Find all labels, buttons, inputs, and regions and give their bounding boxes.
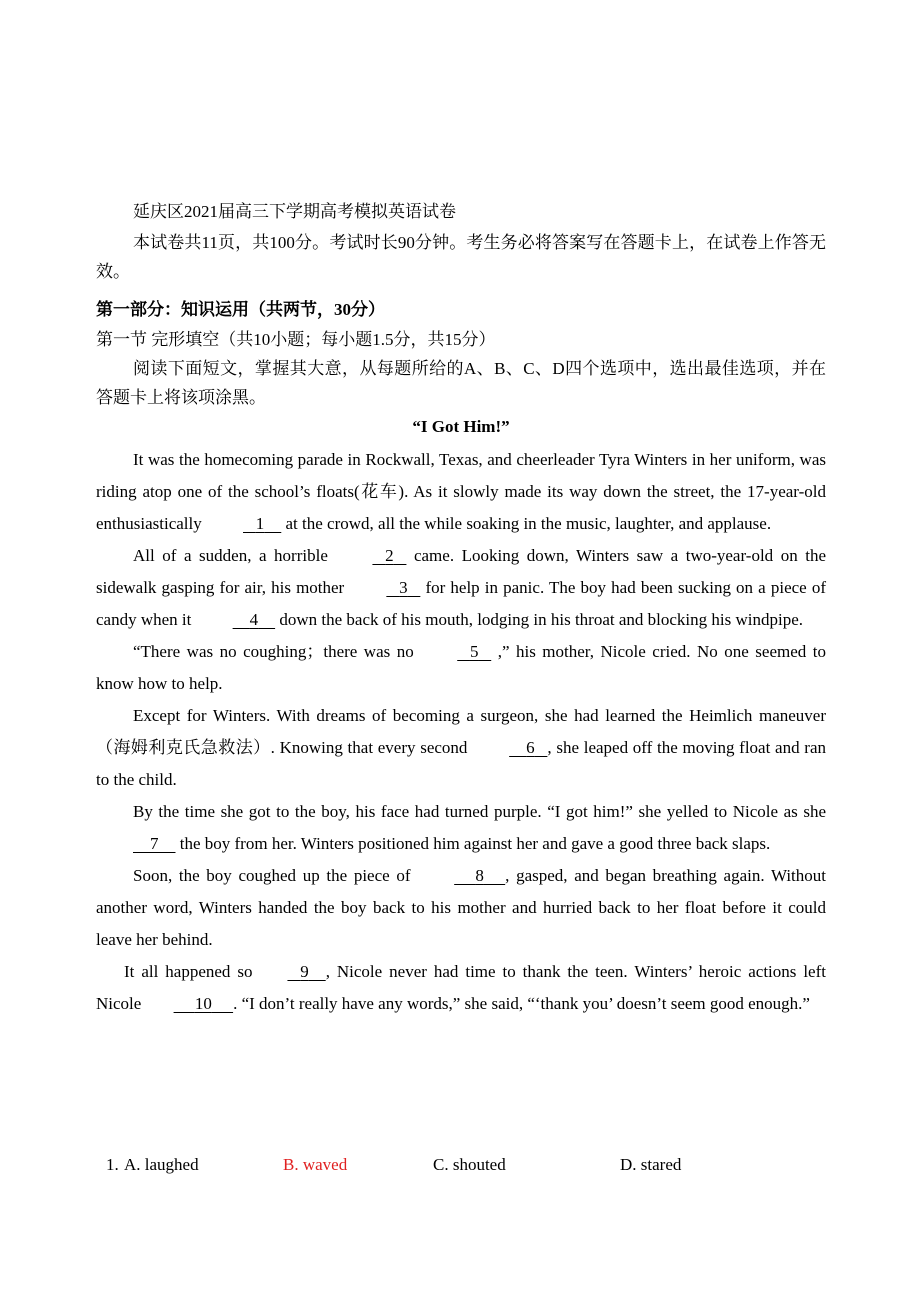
- paragraph-text: ,” his mother, Nicole cried. No one seemed to know how to help.: [96, 642, 826, 693]
- paragraph-text: It all happened so: [124, 962, 260, 981]
- paragraph-text: at the crowd, all the while soaking in the music, laughter, and applause.: [281, 514, 772, 533]
- paragraph: [96, 796, 826, 860]
- paragraph: [96, 860, 826, 956]
- option-a[interactable]: A. laughed: [124, 1155, 199, 1174]
- exam-note: 本试卷共11页，共100分。考试时长90分钟。考生务必将答案写在答题卡上，在试卷上作答无效。: [96, 233, 826, 281]
- blank-6[interactable]: [472, 732, 547, 764]
- blank-number: 9: [300, 962, 309, 981]
- blank-8[interactable]: [417, 860, 505, 892]
- section-instruction: 阅读下面短文，掌握其大意，从每题所给的A、B、C、D四个选项中，选出最佳选项，并在答题卡上将该项涂黑。: [96, 359, 826, 407]
- paragraph: [96, 540, 826, 636]
- blank-number: 5: [469, 642, 479, 661]
- passage-title: “I Got Him!”: [412, 417, 510, 436]
- document-header: [96, 196, 826, 286]
- paragraph-text: By the time she got to the boy, his face had turned purple. “I got him!” she yelled to Nicole as she: [133, 802, 826, 821]
- blank-9[interactable]: [259, 956, 325, 988]
- paragraph: [96, 636, 826, 700]
- exam-title: 延庆区2021届高三下学期高考模拟英语试卷: [133, 202, 456, 221]
- blank-number: 10: [194, 994, 212, 1013]
- blank-number: 4: [249, 610, 259, 629]
- option-c[interactable]: C. shouted: [433, 1155, 506, 1174]
- blank-number: 7: [150, 834, 159, 853]
- blank-number: 6: [526, 738, 535, 757]
- paragraph-text: for help in panic. The boy had been sucking on a piece of candy when it: [96, 578, 826, 629]
- question-1-options: [106, 1150, 806, 1180]
- blank-number: 3: [399, 578, 408, 597]
- blank-number: 2: [385, 546, 394, 565]
- paragraph: [96, 700, 826, 796]
- blank-number: 8: [475, 866, 484, 885]
- paragraph-text: All of a sudden, a horrible: [133, 546, 336, 565]
- paragraph-text: Except for Winters. With dreams of becoming a surgeon, she had learned the Heimlich maneuver（海姆利克氏急救法）. Knowing that every second: [96, 706, 826, 757]
- blank-4[interactable]: [196, 604, 276, 636]
- paragraph-text: It was the homecoming parade in Rockwall, Texas, and cheerleader Tyra Winters in her uniform, was riding atop one of the school’s floats(花车). As it slowly made its way down the street, the 17-year-old enthusiastically: [96, 450, 826, 533]
- paragraph-text: came. Looking down, Winters saw a two-year-old on the sidewalk gasping for air, his mother: [96, 546, 827, 597]
- paragraph-text: , Nicole never had time to thank the teen. Winters’ heroic actions left Nicole: [96, 962, 826, 1013]
- paragraph-text: “There was no coughing；there was no: [133, 642, 421, 661]
- blank-5[interactable]: [420, 636, 491, 668]
- blank-7[interactable]: [96, 828, 176, 860]
- paragraph: [96, 444, 826, 540]
- paragraph: [96, 956, 826, 1020]
- paragraph-text: , she leaped off the moving float and ran to the child.: [96, 738, 827, 789]
- paragraph-text: down the back of his mouth, lodging in his throat and blocking his windpipe.: [275, 610, 803, 629]
- blank-1[interactable]: [206, 508, 281, 540]
- paragraph-text: . “I don’t really have any words,” she said, “‘thank you’ doesn’t seem good enough.”: [233, 994, 810, 1013]
- blank-number: 1: [255, 514, 265, 533]
- part1-header: [96, 294, 826, 412]
- blank-2[interactable]: [335, 540, 406, 572]
- paragraph-text: Soon, the boy coughed up the piece of: [133, 866, 418, 885]
- blank-3[interactable]: [349, 572, 420, 604]
- part-heading: 第一部分：知识运用（共两节，30分）: [96, 300, 385, 319]
- paragraph-text: , gasped, and began breathing again. Without another word, Winters handed the boy back to his mother and hurried back to her float before it could leave her behind.: [96, 866, 826, 949]
- question-number: 1.: [106, 1155, 119, 1174]
- blank-10[interactable]: [146, 988, 234, 1020]
- option-d[interactable]: D. stared: [620, 1155, 682, 1174]
- paragraph-text: the boy from her. Winters positioned him against her and gave a good three back slaps.: [175, 834, 771, 853]
- passage-body: [96, 444, 826, 1020]
- option-b-correct[interactable]: B. waved: [283, 1155, 348, 1174]
- section-heading: 第一节 完形填空（共10小题；每小题1.5分，共15分）: [96, 330, 496, 349]
